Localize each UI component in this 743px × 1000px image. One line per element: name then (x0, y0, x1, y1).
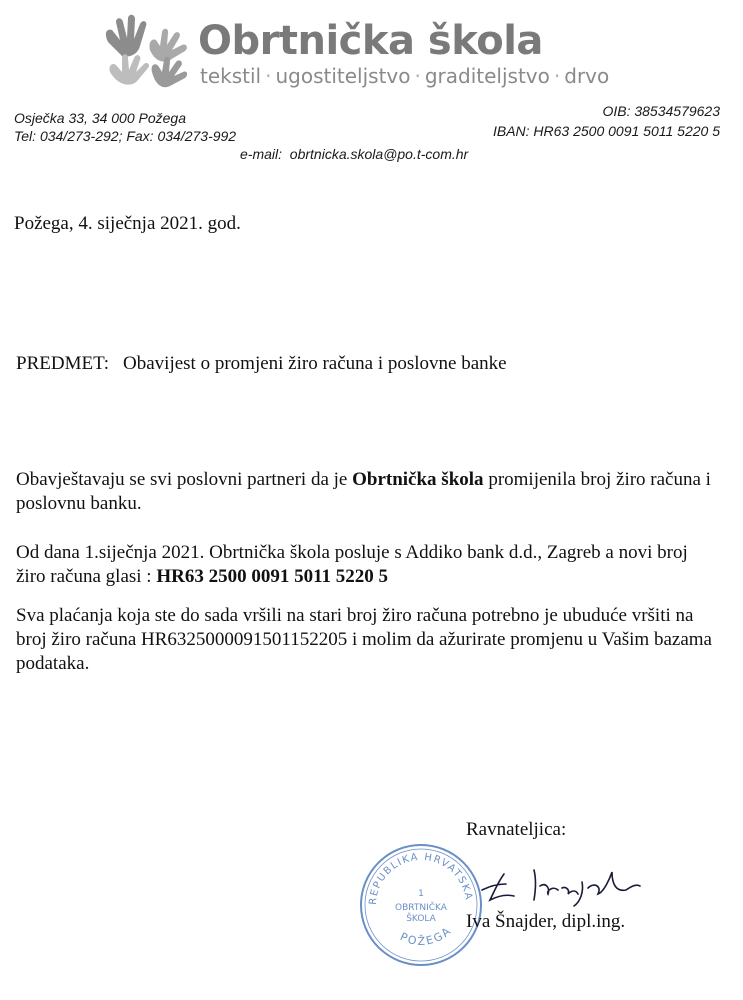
email-address[interactable]: obrtnicka.skola@po.t-com.hr (289, 146, 469, 162)
tagline-item: ugostiteljstvo (275, 64, 411, 88)
tagline-item: graditeljstvo (424, 64, 550, 88)
paragraph-text: promijenila broj žiro računa i poslovnu banku. (16, 469, 711, 514)
handwritten-signature-icon (476, 860, 646, 908)
hands-logo-icon (100, 12, 192, 104)
stamp-line2: ŠKOLA (406, 914, 436, 924)
school-name-logo: Obrtnička škola (198, 18, 543, 64)
iban: IBAN: HR63 2500 0091 5011 5220 5 (492, 123, 720, 139)
svg-text:POŽEGA (398, 924, 454, 948)
subject-text: Obavijest o promjeni žiro računa i poslovne banke (123, 353, 507, 374)
tagline-item: drvo (564, 64, 610, 88)
letterhead (0, 0, 743, 170)
address: Osječka 33, 34 000 Požega (14, 110, 187, 126)
stamp-bottom-text: POŽEGA (398, 923, 455, 949)
tagline-item: tekstil (200, 64, 262, 88)
paragraph-payments: Sva plaćanja koja ste do sada vršili na stari broj žiro računa potrebno je ubuduće vršiti na broj žiro računa HR6325000091501152205 i molim da ažurirate promjenu u Vašim bazama podataka. (16, 605, 712, 674)
stamp-top-text: REPUBLIKA HRVATSKA (367, 851, 474, 906)
tagline: tekstil · ugostiteljstvo · graditeljstvo · drvo (200, 64, 610, 88)
school-name-bold: Obrtnička škola (352, 469, 484, 490)
email-line (240, 146, 468, 162)
paragraph-text: Obavještavaju se svi poslovni partneri da je (16, 469, 353, 490)
letter-date: Požega, 4. siječnja 2021. god. (14, 213, 241, 234)
subject-label: PREDMET: (16, 353, 110, 374)
paragraph-notice (16, 468, 716, 516)
subject-line (16, 352, 507, 376)
phone-fax: Tel: 034/273-292; Fax: 034/273-992 (14, 128, 237, 144)
stamp-number: 1 (418, 889, 424, 899)
signer-name: Iva Šnajder, dipl.ing. (466, 911, 626, 932)
paragraph-new-account (16, 541, 716, 589)
official-stamp-icon (356, 840, 486, 970)
oib: OIB: 38534579623 (602, 103, 720, 119)
paragraph-text: Od dana 1.siječnja 2021. Obrtnička škola posluje s Addiko bank d.d., Zagreb a novi broj žiro računa glasi : (16, 542, 688, 587)
new-iban-bold: HR63 2500 0091 5011 5220 5 (156, 566, 389, 587)
stamp-line1: OBRTNIČKA (395, 903, 447, 913)
email-label: e-mail: (240, 146, 283, 162)
signature-title: Ravnateljica: (466, 819, 567, 840)
